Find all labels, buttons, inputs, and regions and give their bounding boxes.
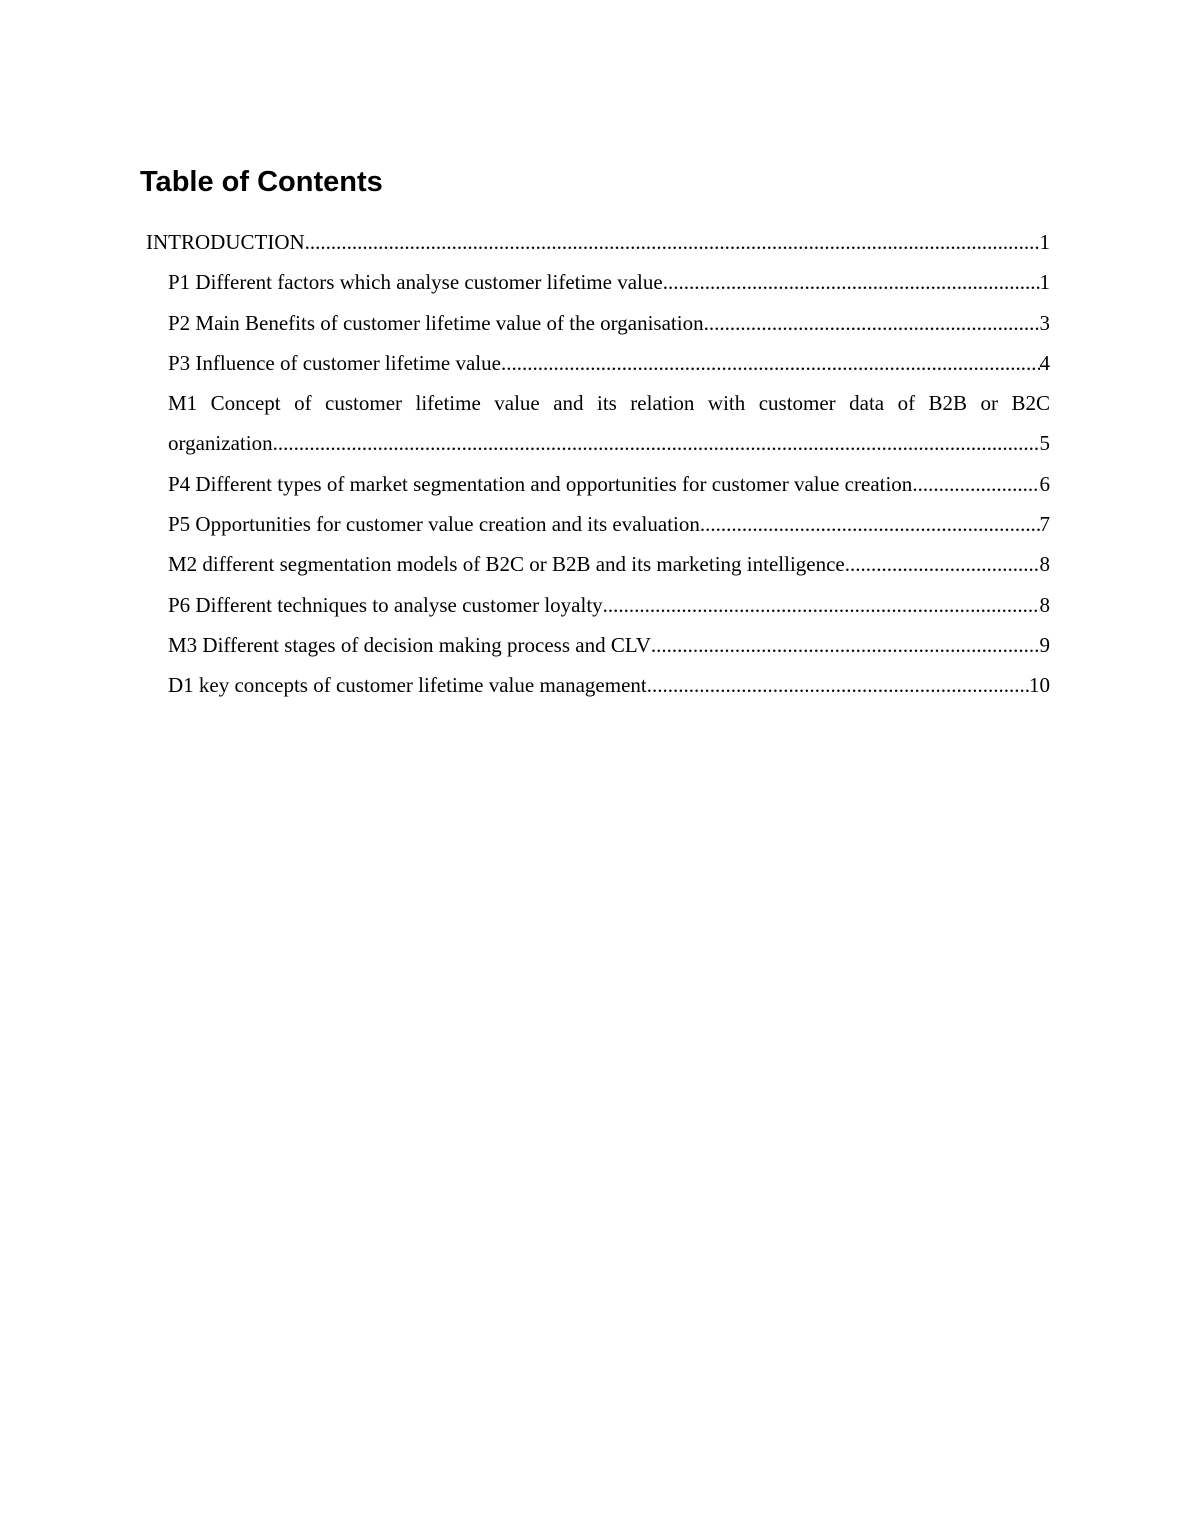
- toc-page-number: 1: [1039, 230, 1050, 254]
- toc-page-number: 5: [1039, 431, 1050, 456]
- toc-page-number: 4: [1039, 350, 1050, 375]
- toc-page-number: 10: [1029, 673, 1050, 698]
- toc-entry-text: P2 Main Benefits of customer lifetime value of the organisation: [168, 310, 704, 335]
- toc-page-number: 9: [1039, 632, 1050, 657]
- toc-entry-text: P3 Influence of customer lifetime value: [168, 350, 501, 375]
- toc-page-number: 8: [1039, 592, 1050, 617]
- toc-entry-text: M2 different segmentation models of B2C or B2B and its marketing intelligence: [168, 552, 845, 577]
- toc-list: [146, 222, 1050, 706]
- toc-entry-p1[interactable]: [146, 262, 1050, 302]
- toc-leader-dots: [663, 262, 1040, 302]
- toc-page-number: 7: [1039, 512, 1050, 537]
- toc-entry-p3[interactable]: [146, 343, 1050, 383]
- toc-page-number: 3: [1039, 310, 1050, 335]
- toc-leader-dots: [845, 544, 1040, 584]
- toc-entry-p2[interactable]: [146, 303, 1050, 343]
- toc-title: Table of Contents: [140, 166, 383, 198]
- toc-leader-dots: [647, 665, 1029, 705]
- toc-entry-line2: [168, 423, 1050, 463]
- toc-entry-introduction[interactable]: [146, 222, 1050, 262]
- toc-entry-text: D1 key concepts of customer lifetime value management: [168, 673, 647, 698]
- toc-entry-m3[interactable]: [146, 625, 1050, 665]
- toc-leader-dots: [501, 343, 1040, 383]
- toc-entry-text: P4 Different types of market segmentation and opportunities for customer value creation: [168, 471, 913, 496]
- toc-page-number: 8: [1039, 552, 1050, 577]
- toc-leader-dots: [305, 222, 1040, 262]
- toc-entry-text: P5 Opportunities for customer value creation and its evaluation: [168, 512, 700, 537]
- toc-entry-p4[interactable]: [146, 464, 1050, 504]
- toc-page-number: 6: [1039, 471, 1050, 496]
- toc-leader-dots: [700, 504, 1040, 544]
- toc-page-number: 1: [1039, 270, 1050, 295]
- toc-entry-text: INTRODUCTION: [146, 230, 305, 254]
- toc-entry-p5[interactable]: [146, 504, 1050, 544]
- toc-entry-d1[interactable]: [146, 665, 1050, 705]
- toc-entry-text: P1 Different factors which analyse customer lifetime value: [168, 270, 663, 295]
- toc-entry-m1[interactable]: [146, 383, 1050, 464]
- toc-entry-text-line1: M1 Concept of customer lifetime value and its relation with customer data of B2B or B2C: [168, 391, 1050, 416]
- toc-entry-text: P6 Different techniques to analyse customer loyalty: [168, 592, 603, 617]
- toc-entry-text: M3 Different stages of decision making process and CLV: [168, 632, 651, 657]
- toc-entry-p6[interactable]: [146, 585, 1050, 625]
- toc-leader-dots: [603, 585, 1040, 625]
- toc-leader-dots: [704, 303, 1040, 343]
- toc-entry-m2[interactable]: [146, 544, 1050, 584]
- toc-leader-dots: [651, 625, 1040, 665]
- toc-leader-dots: [912, 464, 1039, 504]
- toc-leader-dots: [273, 423, 1040, 463]
- toc-entry-text-line2: organization: [168, 431, 273, 456]
